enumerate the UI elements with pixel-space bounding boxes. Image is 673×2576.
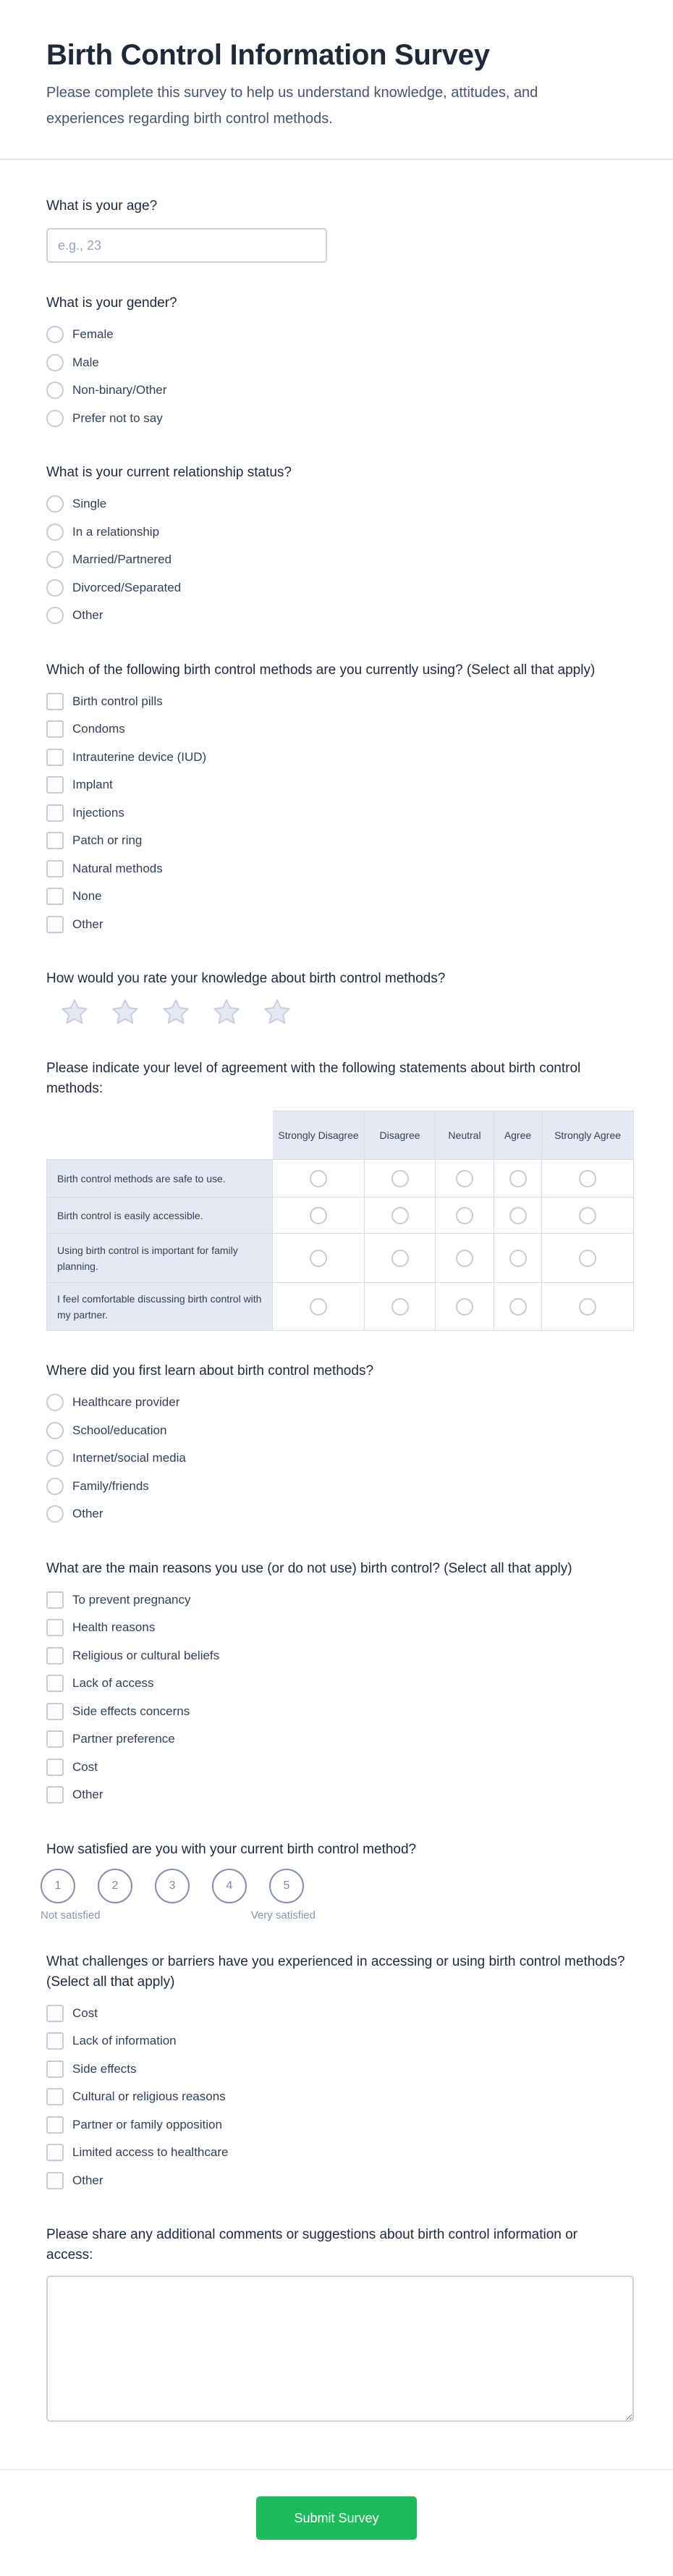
- matrix-radio-button[interactable]: [310, 1298, 327, 1316]
- matrix-cell: [273, 1160, 365, 1197]
- checkbox-option[interactable]: [46, 2167, 627, 2195]
- scale-max-label: Very satisfied: [250, 1908, 316, 1922]
- comments-textarea[interactable]: [46, 2276, 634, 2422]
- radio-option[interactable]: [46, 405, 627, 433]
- option-label: Side effects concerns: [72, 1704, 190, 1718]
- option-label: Implant: [72, 778, 113, 792]
- checkbox[interactable]: [46, 2144, 64, 2161]
- checkbox-option[interactable]: [46, 855, 627, 883]
- matrix-column-header: Neutral: [436, 1111, 494, 1160]
- option-label: Birth control pills: [72, 694, 163, 708]
- scale-option[interactable]: 2: [98, 1869, 132, 1903]
- scale-min-label: Not satisfied: [41, 1908, 101, 1922]
- checkbox[interactable]: [46, 2116, 64, 2134]
- checkbox-option[interactable]: [46, 2000, 627, 2028]
- option-label: Divorced/Separated: [72, 580, 182, 594]
- option-label: Other: [72, 2173, 103, 2187]
- page-title: Birth Control Information Survey: [46, 39, 490, 71]
- matrix-corner: [46, 1111, 273, 1160]
- matrix-cell: [436, 1234, 494, 1283]
- option-label: Prefer not to say: [72, 411, 163, 425]
- question-agreement: [46, 1058, 627, 1331]
- radio-option[interactable]: [46, 321, 627, 349]
- option-label: Other: [72, 608, 103, 623]
- checkbox[interactable]: [46, 1703, 64, 1720]
- radio-button[interactable]: [46, 354, 64, 371]
- radio-button[interactable]: [46, 1505, 64, 1523]
- question-satisfaction: [41, 1840, 627, 1922]
- option-label: Partner or family opposition: [72, 2117, 222, 2131]
- radio-option[interactable]: [46, 490, 627, 518]
- satisfaction-scale: [41, 1869, 627, 1903]
- checkbox-option[interactable]: [46, 911, 627, 939]
- checkbox-option[interactable]: [46, 1614, 627, 1642]
- matrix-radio-button[interactable]: [391, 1298, 409, 1316]
- checkbox[interactable]: [46, 749, 64, 766]
- question-label: What is your age?: [46, 198, 158, 214]
- matrix-cell: [365, 1234, 436, 1283]
- question-label: Which of the following birth control methods are you currently using? (Select all that apply): [46, 662, 596, 678]
- option-label: Cost: [72, 2005, 98, 2020]
- option-label: Other: [72, 1507, 103, 1521]
- checkbox[interactable]: [46, 693, 64, 710]
- checkbox[interactable]: [46, 888, 64, 905]
- matrix-cell: [494, 1283, 542, 1331]
- checkbox[interactable]: [46, 916, 64, 933]
- checkbox-option[interactable]: [46, 827, 627, 855]
- radio-button[interactable]: [46, 607, 64, 624]
- radio-button[interactable]: [46, 382, 64, 399]
- option-label: Cost: [72, 1759, 98, 1774]
- scale-option[interactable]: 3: [155, 1869, 190, 1903]
- question-label: What challenges or barriers have you experienced in accessing or using birth control methods? (Select all that apply): [46, 1953, 625, 1990]
- radio-button[interactable]: [46, 1394, 64, 1411]
- question-label: How would you rate your knowledge about birth control methods?: [46, 971, 446, 986]
- radio-button[interactable]: [46, 523, 64, 541]
- star-rating: [59, 996, 627, 1028]
- question-methods: [46, 660, 627, 939]
- radio-button[interactable]: [46, 495, 64, 513]
- option-label: Condoms: [72, 722, 125, 736]
- radio-button[interactable]: [46, 1449, 64, 1467]
- checkbox-option[interactable]: [46, 799, 627, 828]
- checkbox[interactable]: [46, 2005, 64, 2022]
- agreement-matrix: [46, 1111, 634, 1331]
- radio-button[interactable]: [46, 1422, 64, 1439]
- matrix-radio-button[interactable]: [456, 1298, 473, 1316]
- radio-option[interactable]: [46, 574, 627, 602]
- star-icon[interactable]: [262, 997, 292, 1027]
- checkbox-option[interactable]: [46, 1642, 627, 1670]
- matrix-radio-button[interactable]: [391, 1170, 409, 1187]
- option-label: In a relationship: [72, 524, 160, 539]
- submit-survey-button[interactable]: Submit Survey: [256, 2496, 417, 2540]
- matrix-cell: [273, 1197, 365, 1234]
- option-label: School/education: [72, 1423, 167, 1437]
- checkbox-option[interactable]: [46, 771, 627, 799]
- matrix-radio-button[interactable]: [509, 1250, 527, 1267]
- question-label: Please indicate your level of agreement with the following statements about birth control methods:: [46, 1061, 581, 1096]
- matrix-row-label: I feel comfortable discussing birth control with my partner.: [46, 1283, 273, 1331]
- matrix-row-label: Birth control methods are safe to use.: [46, 1160, 273, 1197]
- option-label: Married/Partnered: [72, 552, 172, 567]
- radio-button[interactable]: [46, 551, 64, 568]
- checkbox-option[interactable]: [46, 1725, 627, 1754]
- radio-option[interactable]: [46, 1444, 627, 1473]
- checkbox-option[interactable]: [46, 2027, 627, 2055]
- checkbox-option[interactable]: [46, 1781, 627, 1809]
- matrix-cell: [436, 1160, 494, 1197]
- scale-option[interactable]: 4: [212, 1869, 247, 1903]
- radio-button[interactable]: [46, 410, 64, 427]
- option-label: Injections: [72, 805, 124, 820]
- option-label: Family/friends: [72, 1478, 149, 1493]
- matrix-cell: [542, 1160, 634, 1197]
- question-relationship: [46, 463, 627, 630]
- option-label: To prevent pregnancy: [72, 1592, 191, 1607]
- question-barriers: [46, 1952, 627, 2195]
- matrix-row: [46, 1234, 634, 1283]
- checkbox-option[interactable]: [46, 2111, 627, 2139]
- checkbox-option[interactable]: [46, 744, 627, 772]
- radio-option[interactable]: [46, 349, 627, 377]
- matrix-row-label: Using birth control is important for family planning.: [46, 1234, 273, 1283]
- question-label: What are the main reasons you use (or do not use) birth control? (Select all that apply): [46, 1560, 572, 1576]
- star-icon[interactable]: [161, 997, 191, 1027]
- matrix-column-header: Strongly Agree: [542, 1111, 634, 1160]
- checkbox-option[interactable]: [46, 715, 627, 744]
- matrix-radio-button[interactable]: [456, 1250, 473, 1267]
- option-label: Female: [72, 327, 114, 342]
- option-label: Side effects: [72, 2061, 137, 2076]
- radio-option[interactable]: [46, 518, 627, 547]
- matrix-cell: [365, 1283, 436, 1331]
- question-reasons: [46, 1559, 627, 1809]
- option-label: Single: [72, 497, 107, 511]
- matrix-cell: [542, 1197, 634, 1234]
- question-comments: [46, 2225, 627, 2422]
- matrix-radio-button[interactable]: [391, 1207, 409, 1224]
- option-label: Lack of access: [72, 1676, 154, 1691]
- checkbox-option[interactable]: [46, 1754, 627, 1782]
- checkbox[interactable]: [46, 1647, 64, 1664]
- matrix-cell: [436, 1283, 494, 1331]
- option-label: Other: [72, 1788, 103, 1802]
- matrix-cell: [494, 1160, 542, 1197]
- question-label: What is your current relationship status?: [46, 465, 292, 480]
- star-icon[interactable]: [110, 997, 140, 1027]
- option-label: Non-binary/Other: [72, 383, 167, 397]
- matrix-cell: [494, 1197, 542, 1234]
- option-label: Natural methods: [72, 861, 163, 875]
- radio-option[interactable]: [46, 546, 627, 574]
- checkbox[interactable]: [46, 832, 64, 849]
- matrix-row: [46, 1283, 634, 1331]
- checkbox[interactable]: [46, 2088, 64, 2105]
- checkbox[interactable]: [46, 1591, 64, 1609]
- question-gender: [46, 293, 627, 432]
- matrix-radio-button[interactable]: [310, 1170, 327, 1187]
- matrix-cell: [494, 1234, 542, 1283]
- matrix-column-header: Disagree: [365, 1111, 436, 1160]
- checkbox-option[interactable]: [46, 2139, 627, 2167]
- matrix-cell: [273, 1234, 365, 1283]
- matrix-cell: [365, 1197, 436, 1234]
- checkbox[interactable]: [46, 804, 64, 822]
- question-label: What is your gender?: [46, 295, 177, 311]
- matrix-row: [46, 1160, 634, 1197]
- option-label: Other: [72, 917, 103, 931]
- checkbox-option[interactable]: [46, 1586, 627, 1615]
- option-label: Limited access to healthcare: [72, 2145, 229, 2160]
- checkbox[interactable]: [46, 2061, 64, 2078]
- option-label: None: [72, 889, 102, 904]
- matrix-row-label: Birth control is easily accessible.: [46, 1197, 273, 1234]
- survey-header: [0, 0, 673, 160]
- matrix-radio-button[interactable]: [310, 1250, 327, 1267]
- matrix-radio-button[interactable]: [509, 1170, 527, 1187]
- checkbox[interactable]: [46, 720, 64, 738]
- matrix-radio-button[interactable]: [456, 1207, 473, 1224]
- radio-option[interactable]: [46, 1500, 627, 1528]
- checkbox-option[interactable]: [46, 883, 627, 911]
- matrix-radio-button[interactable]: [310, 1207, 327, 1224]
- checkbox[interactable]: [46, 2032, 64, 2050]
- matrix-radio-button[interactable]: [579, 1207, 596, 1224]
- matrix-radio-button[interactable]: [579, 1250, 596, 1267]
- radio-option[interactable]: [46, 602, 627, 630]
- question-label: Please share any additional comments or suggestions about birth control information or access:: [46, 2227, 578, 2263]
- matrix-radio-button[interactable]: [509, 1207, 527, 1224]
- survey-form: [0, 160, 673, 2470]
- matrix-radio-button[interactable]: [391, 1250, 409, 1267]
- matrix-column-header: Agree: [494, 1111, 542, 1160]
- form-footer: [0, 2470, 673, 2540]
- checkbox-option[interactable]: [46, 1698, 627, 1726]
- radio-option[interactable]: [46, 376, 627, 405]
- matrix-row: [46, 1197, 634, 1234]
- checkbox[interactable]: [46, 1675, 64, 1692]
- option-label: Religious or cultural beliefs: [72, 1648, 220, 1662]
- checkbox-option[interactable]: [46, 1670, 627, 1698]
- question-label: Where did you first learn about birth control methods?: [46, 1363, 374, 1379]
- option-label: Cultural or religious reasons: [72, 2089, 226, 2104]
- age-input[interactable]: [46, 228, 327, 263]
- scale-option[interactable]: 5: [269, 1869, 304, 1903]
- question-age: [46, 196, 627, 263]
- page-subtitle: Please complete this survey to help us understand knowledge, attitudes, and experiences regarding birth control methods.: [46, 85, 538, 127]
- radio-button[interactable]: [46, 579, 64, 597]
- radio-button[interactable]: [46, 326, 64, 343]
- checkbox[interactable]: [46, 2172, 64, 2189]
- checkbox[interactable]: [46, 1730, 64, 1748]
- matrix-cell: [365, 1160, 436, 1197]
- scale-option[interactable]: 1: [41, 1869, 75, 1903]
- checkbox[interactable]: [46, 860, 64, 877]
- question-label: How satisfied are you with your current birth control method?: [46, 1841, 417, 1857]
- option-label: Partner preference: [72, 1732, 175, 1746]
- checkbox[interactable]: [46, 1759, 64, 1776]
- option-label: Healthcare provider: [72, 1395, 180, 1410]
- checkbox-option[interactable]: [46, 2083, 627, 2111]
- matrix-radio-button[interactable]: [456, 1170, 473, 1187]
- star-icon[interactable]: [59, 997, 90, 1027]
- option-label: Patch or ring: [72, 833, 143, 848]
- matrix-radio-button[interactable]: [509, 1298, 527, 1316]
- option-label: Internet/social media: [72, 1451, 186, 1465]
- option-label: Male: [72, 355, 99, 369]
- radio-option[interactable]: [46, 1417, 627, 1445]
- radio-button[interactable]: [46, 1478, 64, 1495]
- matrix-radio-button[interactable]: [579, 1170, 596, 1187]
- checkbox[interactable]: [46, 1619, 64, 1636]
- option-label: Lack of information: [72, 2034, 177, 2048]
- matrix-column-header: Strongly Disagree: [273, 1111, 365, 1160]
- checkbox[interactable]: [46, 776, 64, 794]
- matrix-cell: [436, 1197, 494, 1234]
- radio-option[interactable]: [46, 1473, 627, 1501]
- matrix-radio-button[interactable]: [579, 1298, 596, 1316]
- radio-option[interactable]: [46, 1389, 627, 1417]
- option-label: Intrauterine device (IUD): [72, 749, 207, 764]
- checkbox-option[interactable]: [46, 2055, 627, 2084]
- star-icon[interactable]: [211, 997, 242, 1027]
- question-source: [46, 1361, 627, 1528]
- question-knowledge: [46, 969, 627, 1028]
- checkbox-option[interactable]: [46, 688, 627, 716]
- matrix-cell: [273, 1283, 365, 1331]
- option-label: Health reasons: [72, 1620, 156, 1635]
- matrix-cell: [542, 1234, 634, 1283]
- matrix-cell: [542, 1283, 634, 1331]
- checkbox[interactable]: [46, 1786, 64, 1803]
